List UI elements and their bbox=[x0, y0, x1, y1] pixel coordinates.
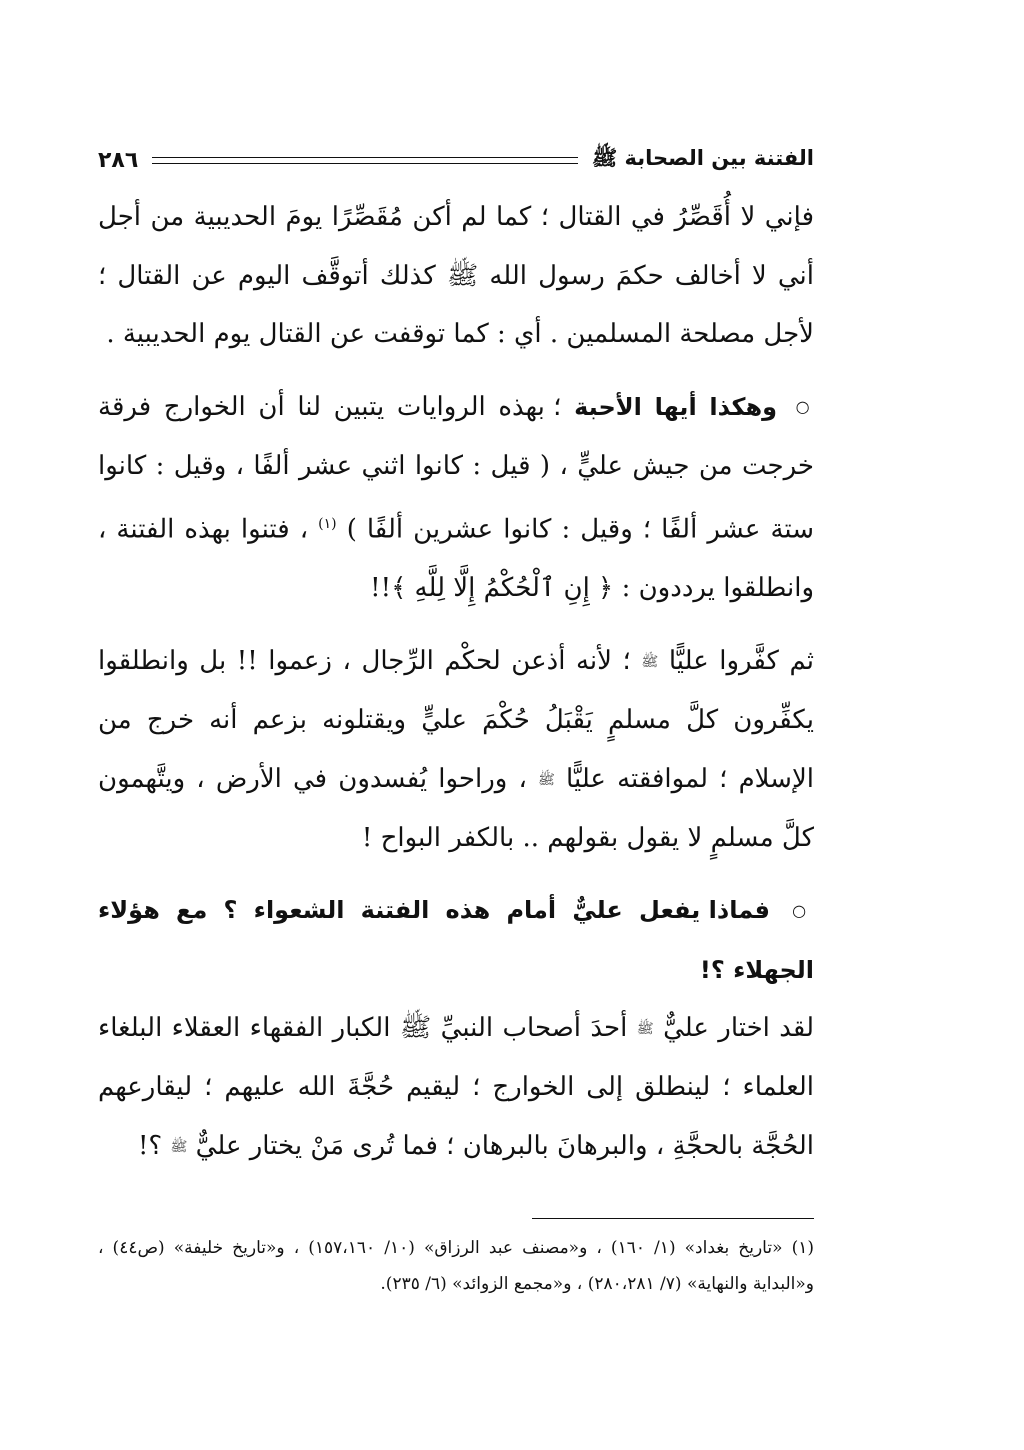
paragraph-3-part-1: ثم كفَّروا عليًّا bbox=[668, 645, 815, 676]
paragraph-5-part-1: لقد اختار عليٌّ bbox=[663, 1013, 815, 1044]
body-text bbox=[98, 188, 814, 1176]
paragraph-2-end: !! bbox=[370, 573, 392, 604]
paragraph-2-text-2: ، فتنوا بهذه الفتنة ، وانطلقوا يرددون : bbox=[98, 514, 814, 604]
footnote-rule bbox=[532, 1218, 814, 1219]
paragraph-2-text: ؛ بهذه الروايات يتبين لنا أن الخوارج فرقة خرجت من جيش عليٍّ ، ( قيل : كانوا اثني عشر ألفًا ، وقيل : كانوا ستة عشر ألفًا ؛ وقيل : كانوا عشرين ألفًا ) bbox=[98, 391, 815, 545]
paragraph-5-part-2: أحدَ أصحاب النبيِّ ﷺ الكبار الفقهاء العقلاء البلغاء العلماء ؛ لينطلق إلى الخوارج ؛ ليقيم حُجَّةَ الله عليهم ؛ ليقارعهم الحُجَّة بالحجَّةِ ، والبرهانَ بالبرهان ؛ فما تُرى مَنْ يختار عليٌّ bbox=[98, 1013, 814, 1161]
paragraph-4 bbox=[98, 881, 814, 999]
paragraph-3 bbox=[98, 632, 814, 868]
footnote: (١) «تاريخ بغداد» (١/ ١٦٠) ، و«مصنف عبد الرزاق» (١٠/ ١٥٧،١٦٠) ، و«تاريخ خليفة» (ص٤٤) ، و«البداية والنهاية» (٧/ ٢٨٠،٢٨١) ، و«مجمع الزوائد» (٦/ ٢٣٥). bbox=[98, 1238, 814, 1294]
honorific-icon: ﷺ bbox=[641, 653, 659, 670]
honorific-icon: ﷺ bbox=[537, 771, 555, 788]
paragraph-3-part-2: ؛ لأنه أذعن لحكْم الرِّجال ، زعموا !! بل وانطلقوا يكفِّرون كلَّ مسلمٍ يَقْبَلُ حُكْمَ عليٍّ ويقتلونه بزعم أنه خرج من الإسلام ؛ لموافقته عليًّا bbox=[98, 645, 815, 794]
paragraph-4-question: فماذا يفعل عليٌّ أمام هذه الفتنة الشعواء ؟ مع هؤلاء الجهلاء ؟! bbox=[98, 896, 814, 984]
bullet-circle-icon: ○ bbox=[795, 397, 815, 417]
paragraph-5-end: ؟! bbox=[137, 1130, 163, 1161]
honorific-icon: ﷺ bbox=[636, 1020, 654, 1037]
paragraph-1: فإني لا أُقَصِّرُ في القتال ؛ كما لم أكن مُقَصِّرًا يومَ الحديبية من أجل أني لا أخالف حكمَ رسول الله ﷺ كذلك أتوقَّف اليوم عن القتال ؛ لأجل مصلحة المسلمين . أي : كما توقفت عن القتال يوم الحديبية . bbox=[98, 202, 814, 349]
quran-quote: ﴿ إِنِ ٱلْحُكْمُ إِلَّا لِلَّهِ ﴾ bbox=[391, 573, 614, 604]
honorific-icon: ﷺ bbox=[170, 1138, 188, 1155]
book-page bbox=[98, 138, 815, 1294]
running-header bbox=[98, 138, 814, 182]
page-number: ٢٨٦ bbox=[98, 147, 139, 173]
paragraph-2-lead: وهكذا أيها الأحبة bbox=[574, 392, 778, 421]
paragraph-5 bbox=[98, 999, 814, 1176]
header-rule bbox=[152, 157, 578, 164]
paragraph-2 bbox=[98, 378, 814, 618]
footnote-reference: (١) bbox=[318, 516, 337, 533]
paragraph-3-part-3: ، وراحوا يُفسدون في الأرض ، ويتَّهمون كلَّ مسلمٍ لا يقول بقولهم .. بالكفر البواح ! bbox=[98, 763, 814, 853]
header-title: الفتنة بين الصحابة ﷺ bbox=[591, 145, 814, 170]
bullet-circle-icon: ○ bbox=[792, 901, 815, 921]
